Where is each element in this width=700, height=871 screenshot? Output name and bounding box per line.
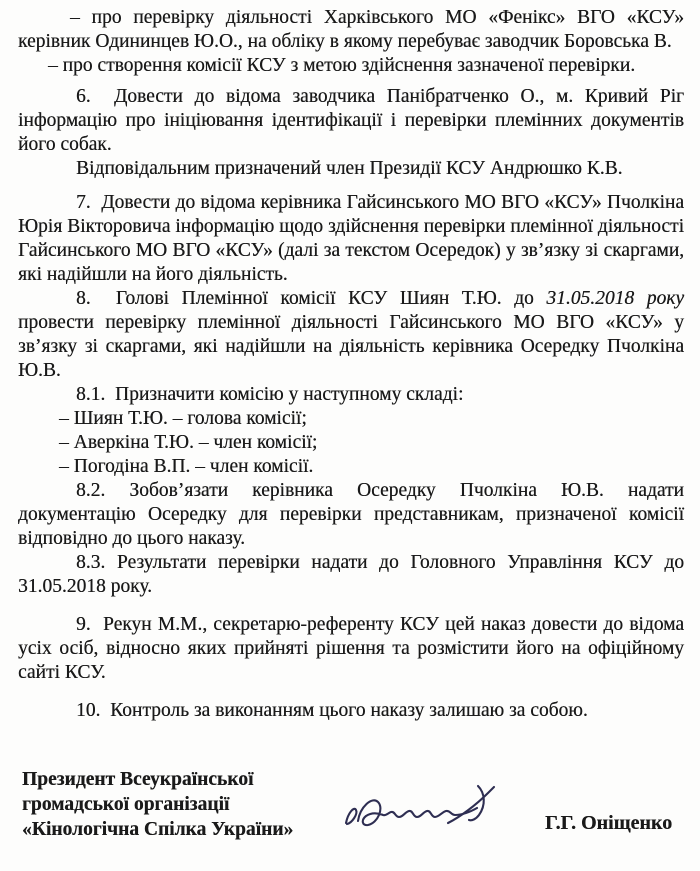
order-item-8-2: 8.2. Зобов’язати керівника Осередку Пчолкіна Ю.В. надати документацію Осередку для перевірки представникам, призначеної комісії відповідно до цього наказу. bbox=[18, 480, 684, 549]
order-item-6: 6. Довести до відома заводчика Панібратченко О., м. Кривий Ріг інформацію про ініціювання ідентифікації і перевірки племінних документів його собак. bbox=[18, 86, 684, 155]
order-item-8-tail: провести перевірку племінної діяльності Гайсинського МО ВГО «КСУ» у зв’язку зі скаргами, які надійшли на діяльність керівника Осередку Пчолкіна Ю.В. bbox=[18, 312, 684, 381]
handwritten-signature bbox=[336, 777, 531, 839]
signatory-title-line-3: «Кінологічна Спілка України» bbox=[22, 819, 294, 840]
signatory-title-line-1: Президент Всеукраїнської bbox=[22, 769, 254, 790]
order-item-8-lead: 8. Голові Племінної комісії КСУ Шиян Т.Ю. до bbox=[76, 288, 547, 309]
order-item-9: 9. Рекун М.М., секретарю-референту КСУ цей наказ довести до відома усіх осіб, відносно яких прийняті рішення та розмістити його на офіційному сайті КСУ. bbox=[18, 614, 684, 683]
order-item-10: 10. Контроль за виконанням цього наказу залишаю за собою. bbox=[76, 700, 588, 721]
signatory-title-line-2: громадської організації bbox=[22, 794, 230, 815]
signature-section bbox=[18, 761, 684, 871]
order-item-7: 7. Довести до відома керівника Гайсинського МО ВГО «КСУ» Пчолкіна Юрія Вікторовича інформацію щодо здійснення перевірки племінної діяльності Гайсинського МО ВГО «КСУ» (далі за текстом Осередок) у зв’язку зі скаргами, які надійшли на його діяльність. bbox=[18, 192, 684, 285]
commission-member-head: – Шиян Т.Ю. – голова комісії; bbox=[59, 408, 307, 429]
order-item-8-deadline: 31.05.2018 року bbox=[546, 288, 684, 309]
commission-member-1: – Аверкіна Т.Ю. – член комісії; bbox=[59, 432, 318, 453]
intro-list-item-commission-creation: – про створення комісії КСУ з метою здійснення зазначеної перевірки. bbox=[48, 55, 636, 76]
order-item-8 bbox=[18, 287, 684, 383]
signer-name: Г.Г. Оніщенко bbox=[545, 812, 673, 834]
signatory-title bbox=[22, 767, 293, 842]
order-item-8-1-title: 8.1. Призначити комісію у наступному складі: bbox=[76, 384, 464, 405]
intro-list-item-inspection: – про перевірку діяльності Харківського МО «Фенікс» ВГО «КСУ» керівник Одининцев Ю.О., на обліку в якому перебуває заводчик Боровська В. bbox=[18, 7, 684, 52]
order-item-6-responsible: Відповідальним призначений член Президії КСУ Андрюшко К.В. bbox=[76, 158, 623, 179]
order-item-8-3: 8.3. Результати перевірки надати до Головного Управління КСУ до 31.05.2018 року. bbox=[18, 552, 684, 597]
commission-member-2: – Погодіна В.П. – член комісії. bbox=[59, 456, 314, 477]
